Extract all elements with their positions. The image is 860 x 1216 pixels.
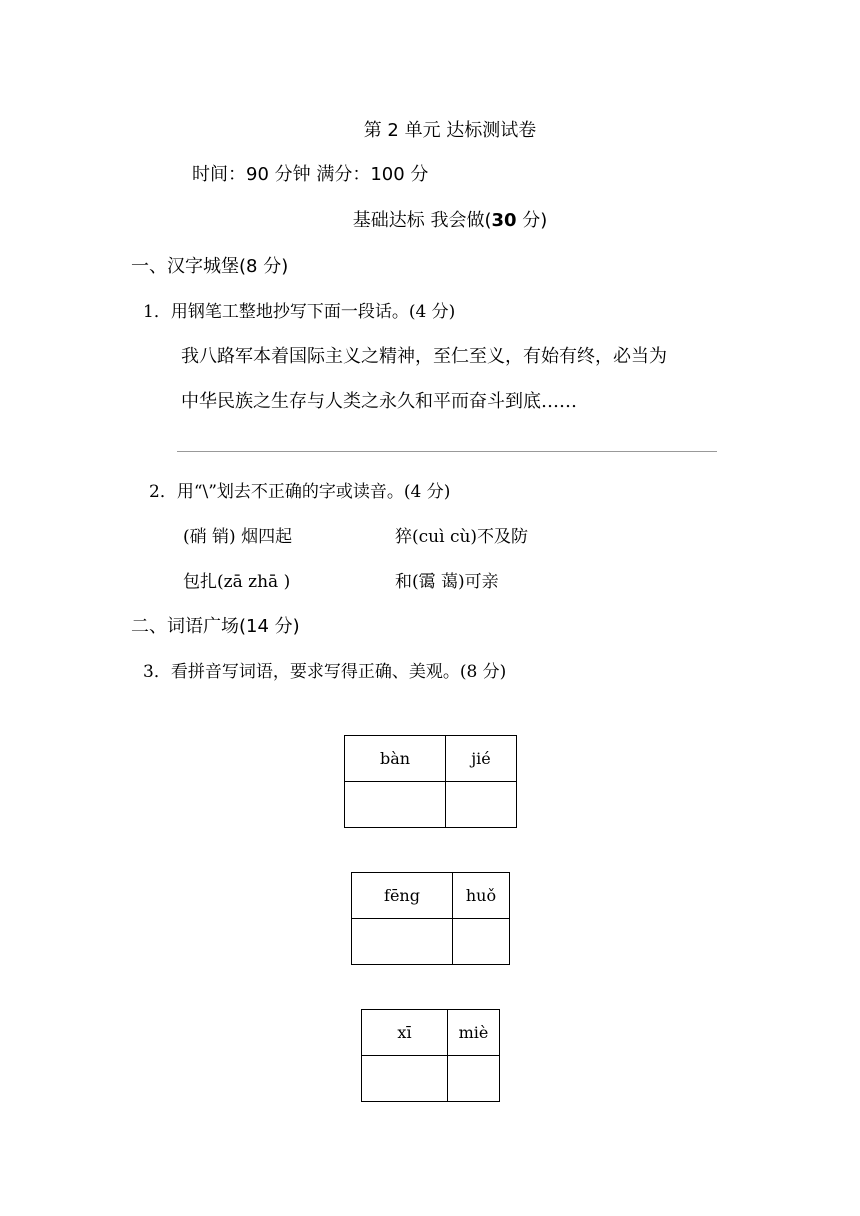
pinyin-cell: bàn <box>345 736 446 782</box>
pinyin-cell: jié <box>446 736 517 782</box>
subtitle-score: 30 <box>491 210 517 231</box>
q2-item-1: (硝 销) 烟四起 <box>183 527 293 547</box>
pinyin-cell: fēng <box>352 873 453 919</box>
pinyin-box-2 <box>351 872 510 965</box>
q2-item-4: 和(霭 蔼)可亲 <box>395 572 499 592</box>
q2-prompt: 2．用“\”划去不正确的字或读音。(4 分) <box>149 482 451 502</box>
section-subtitle <box>0 206 860 232</box>
q3-prompt: 3．看拼音写词语，要求写得正确、美观。(8 分) <box>143 662 507 682</box>
q2-item-2: 猝(cuì cù)不及防 <box>395 527 529 547</box>
pinyin-cell: miè <box>448 1010 500 1056</box>
q1-prompt: 1．用钢笔工整地抄写下面一段话。(4 分) <box>143 302 456 322</box>
pinyin-cell: huǒ <box>453 873 510 919</box>
pinyin-box-1 <box>344 735 517 828</box>
answer-cell[interactable] <box>352 919 453 965</box>
answer-cell[interactable] <box>362 1056 448 1102</box>
answer-cell[interactable] <box>453 919 510 965</box>
pinyin-cell: xī <box>362 1010 448 1056</box>
answer-cell[interactable] <box>446 782 517 828</box>
section2-heading: 二、词语广场(14 分) <box>131 616 300 637</box>
answer-cell[interactable] <box>448 1056 500 1102</box>
q1-passage-line2: 中华民族之生存与人类之永久和平而奋斗到底…… <box>181 391 577 412</box>
page-title: 第 2 单元 达标测试卷 <box>363 120 537 141</box>
subtitle-text: 基础达标 我会做( <box>352 210 492 231</box>
exam-meta: 时间：90 分钟 满分：100 分 <box>192 164 429 185</box>
q1-passage-line1: 我八路军本着国际主义之精神，至仁至义，有始有终，必当为 <box>181 346 667 367</box>
answer-cell[interactable] <box>345 782 446 828</box>
q2-item-3: 包扎(zā zhā ) <box>183 572 291 592</box>
q1-answer-line[interactable] <box>177 451 717 452</box>
pinyin-box-3 <box>361 1009 500 1102</box>
subtitle-suffix: 分) <box>516 210 548 231</box>
section1-heading: 一、汉字城堡(8 分) <box>131 256 289 277</box>
